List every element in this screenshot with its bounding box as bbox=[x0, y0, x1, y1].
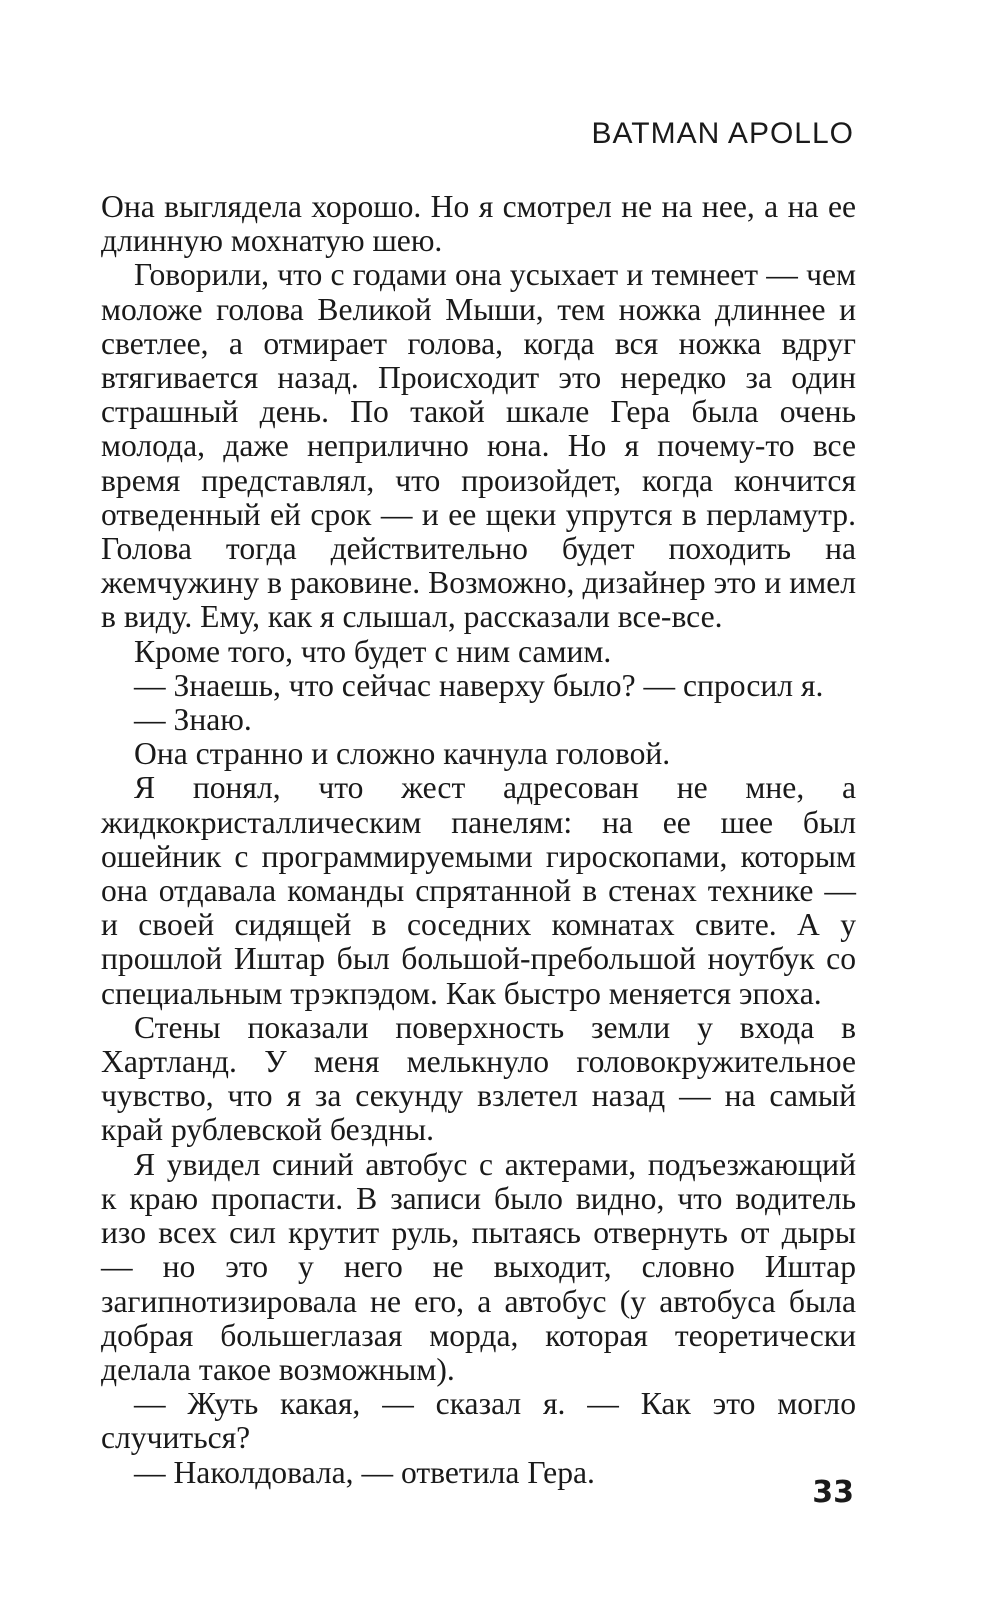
paragraph-3: Кроме того, что будет с ним самим. bbox=[134, 633, 612, 669]
paragraph-5-dialogue: — Знаю. bbox=[134, 702, 252, 738]
page-number: 33 bbox=[812, 1475, 854, 1510]
paragraph-4-dialogue: — Знаешь, что сейчас наверху было? — спросил я. bbox=[134, 667, 824, 703]
paragraph-11-dialogue: — Наколдовала, — ответила Гера. bbox=[134, 1454, 595, 1490]
running-head-title: BATMAN APOLLO bbox=[591, 117, 854, 150]
paragraph-2: Говорили, что с годами она усыхает и темнеет — чем моложе голова Великой Мыши, тем ножка длиннее и светлее, а отмирает голова, когда вся ножка вдруг втягивается назад. Происходит это нередко за один страшный день. По такой шкале Гера была очень молода, даже неприлично юна. Но я почему-то все время представлял, что произойдет, когда кончится отведенный ей срок — и ее щеки упрутся в перламутр. Голова тогда действительно будет походить на жемчужину в раковине. Возможно, дизайнер это и имел в виду. Ему, как я слышал, рассказали все-все. bbox=[101, 257, 856, 635]
paragraph-10-dialogue: — Жуть какая, — сказал я. — Как это могло случиться? bbox=[101, 1386, 856, 1456]
body-text bbox=[101, 190, 856, 1490]
paragraph-6: Она странно и сложно качнула головой. bbox=[134, 736, 671, 772]
paragraph-7: Я понял, что жест адресован не мне, а жидкокристаллическим панелям: на ее шее был ошейник с программируемыми гироскопами, которым она отдавала команды спрятанной в стенах технике — и своей сидящей в соседних комнатах свите. А у прошлой Иштар был большой-пребольшой ноутбук со специальным трэкпэдом. Как быстро меняется эпоха. bbox=[101, 770, 856, 1011]
paragraph-9: Я увидел синий автобус с актерами, подъезжающий к краю пропасти. В записи было видно, что водитель изо всех сил крутит руль, пытаясь отвернуть от дыры — но это у него не выходит, словно Иштар загипнотизировала не его, а автобус (у автобуса была добрая большеглазая морда, которая теоретически делала такое возможным). bbox=[101, 1146, 856, 1387]
paragraph-8: Стены показали поверхность земли у входа в Хартланд. У меня мелькнуло головокружительное чувство, что я за секунду взлетел назад — на самый край рублевской бездны. bbox=[101, 1009, 856, 1148]
paragraph-1: Она выглядела хорошо. Но я смотрел не на нее, а на ее длинную мохнатую шею. bbox=[101, 189, 856, 259]
